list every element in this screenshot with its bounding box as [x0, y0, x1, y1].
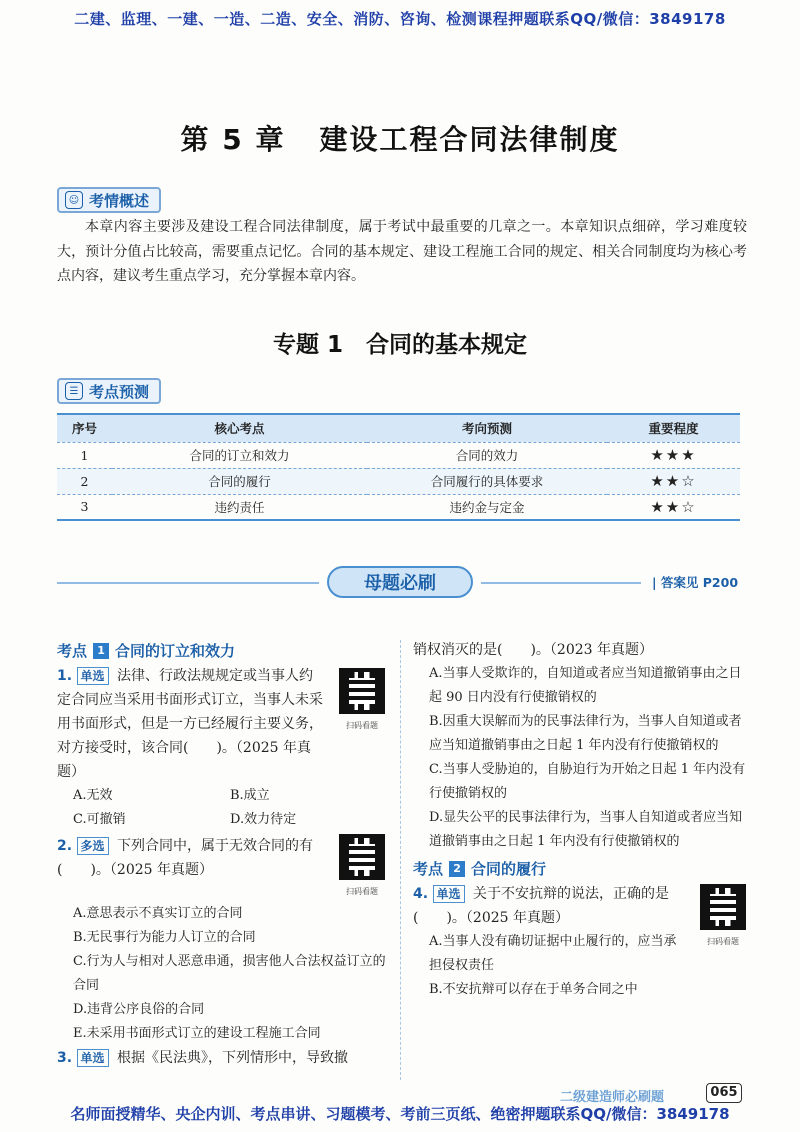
option[interactable]: B.无民事行为能力人订立的合同: [73, 930, 256, 945]
question-2: [57, 834, 387, 896]
section-divider-left: [57, 582, 319, 584]
person-icon: ☺: [65, 191, 83, 209]
option[interactable]: C.可撤销: [73, 812, 126, 827]
page-number: 065: [706, 1083, 742, 1103]
table-row: [57, 442, 740, 468]
cell-forecast: 违约金与定金: [367, 494, 607, 520]
kp-title: 合同的履行: [471, 860, 547, 878]
question-stem: 根据《民法典》，下列情形中，导致撤: [116, 1050, 348, 1066]
option[interactable]: B.成立: [230, 788, 270, 803]
question-4: [413, 882, 748, 946]
option[interactable]: A.无效: [73, 788, 113, 803]
chapter-name: 建设工程合同法律制度: [319, 123, 620, 156]
table-row: [57, 468, 740, 494]
qr-code[interactable]: [337, 668, 387, 738]
question-number: 4.: [413, 886, 429, 902]
knowledge-point-1: [57, 638, 387, 664]
cell-index: 3: [57, 494, 112, 520]
section-divider-right: [481, 582, 641, 584]
overview-tag: [57, 187, 161, 213]
left-column: [57, 638, 387, 1070]
kp-number: 2: [449, 861, 465, 877]
kp-label-prefix: 考点: [57, 642, 88, 660]
cell-importance: ★★☆: [607, 494, 740, 520]
qr-code[interactable]: [337, 834, 387, 904]
prediction-table: [57, 413, 740, 521]
prediction-tag-label: 考点预测: [89, 382, 150, 401]
option[interactable]: B.因重大误解而为的民事法律行为，当事人自知道或者应当知道撤销事由之日起 1 年内没有行使撤销权的: [429, 714, 742, 753]
q1-options: [57, 784, 387, 832]
option[interactable]: A.当事人没有确切证据中止履行的，应当承担侵权责任: [429, 934, 677, 973]
question-type-badge: 多选: [77, 837, 109, 855]
header-index: 序号: [57, 414, 112, 442]
list-icon: ☰: [65, 382, 83, 400]
top-banner: 二建、监理、一建、一造、二造、安全、消防、咨询、检测课程押题联系QQ/微信：3849178: [74, 10, 726, 28]
question-stem: 关于不安抗辩的说法，正确的是( )。（2025 年真题）: [413, 886, 669, 926]
qr-caption: 扫码看题: [346, 887, 378, 896]
question-type-badge: 单选: [77, 1049, 109, 1067]
option[interactable]: D.违背公序良俗的合同: [73, 1002, 205, 1017]
qr-code-icon: [339, 668, 385, 714]
table-header-row: [57, 414, 740, 442]
knowledge-point-2: [413, 856, 748, 882]
question-number: 1.: [57, 668, 73, 684]
chapter-title: [0, 118, 800, 158]
question-stem: 下列合同中，属于无效合同的有( )。（2025 年真题）: [57, 838, 313, 878]
cell-forecast: 合同的效力: [367, 442, 607, 468]
overview-tag-label: 考情概述: [89, 191, 150, 210]
bottom-banner: 名师面授精华、央企内训、考点串讲、习题模考、考前三页纸、绝密押题联系QQ/微信：3849178: [70, 1105, 730, 1123]
option[interactable]: E.未采用书面形式订立的建设工程施工合同: [73, 1026, 321, 1041]
cell-index: 1: [57, 442, 112, 468]
cell-core-point: 合同的履行: [112, 468, 367, 494]
header-forecast: 考向预测: [367, 414, 607, 442]
question-type-badge: 单选: [77, 667, 109, 685]
question-3-continued: 销权消灭的是( )。（2023 年真题）: [413, 642, 654, 658]
header-importance: 重要程度: [607, 414, 740, 442]
overview-text: 本章内容主要涉及建设工程合同法律制度，属于考试中最重要的几章之一。本章知识点细碎，学习难度较大，预计分值占比较高，需要重点记忆。合同的基本规定、建设工程施工合同的规定、相关合同制度均为核心考点内容，建议考生重点学习，充分掌握本章内容。: [57, 219, 747, 284]
qr-caption: 扫码看题: [346, 721, 378, 730]
cell-core-point: 合同的订立和效力: [112, 442, 367, 468]
qr-code-icon: [339, 834, 385, 880]
chapter-number: 第 5 章: [180, 123, 286, 156]
question-number: 2.: [57, 838, 73, 854]
cell-importance: ★★★: [607, 442, 740, 468]
question-1: [57, 664, 387, 784]
column-divider: [400, 640, 401, 1080]
prediction-tag: [57, 378, 161, 404]
question-stem: 法律、行政法规规定或当事人约定合同应当采用书面形式订立，当事人未采用书面形式，但是一方已经履行主要义务，对方接受时，该合同( )。（2025 年真题）: [57, 668, 323, 780]
option[interactable]: D.显失公平的民事法律行为，当事人自知道或者应当知道撤销事由之日起 1 年内没有行使撤销权的: [429, 810, 743, 849]
option[interactable]: A.当事人受欺诈的，自知道或者应当知道撤销事由之日起 90 日内没有行使撤销权的: [429, 666, 742, 705]
option[interactable]: A.意思表示不真实订立的合同: [73, 906, 243, 921]
kp-title: 合同的订立和效力: [115, 642, 236, 660]
qr-code[interactable]: [698, 884, 748, 954]
topic-title: 专题 1 合同的基本规定: [272, 332, 527, 358]
question-number: 3.: [57, 1050, 73, 1066]
cell-index: 2: [57, 468, 112, 494]
kp-label-prefix: 考点: [413, 860, 444, 878]
kp-number: 1: [93, 643, 109, 659]
option[interactable]: C.行为人与相对人恶意串通，损害他人合法权益订立的合同: [73, 954, 386, 993]
cell-importance: ★★☆: [607, 468, 740, 494]
question-type-badge: 单选: [433, 885, 465, 903]
table-row: [57, 494, 740, 520]
cell-forecast: 合同履行的具体要求: [367, 468, 607, 494]
header-core-point: 核心考点: [112, 414, 367, 442]
cell-core-point: 违约责任: [112, 494, 367, 520]
question-3: [57, 1046, 387, 1070]
section-title: 母题必刷: [327, 566, 473, 598]
option[interactable]: C.当事人受胁迫的，自胁迫行为开始之日起 1 年内没有行使撤销权的: [429, 762, 746, 801]
option[interactable]: B.不安抗辩可以存在于单务合同之中: [429, 982, 638, 997]
book-title: 二级建造师必刷题: [560, 1090, 665, 1105]
qr-caption: 扫码看题: [707, 937, 739, 946]
answer-reference: | 答案见 P200: [652, 575, 739, 590]
option[interactable]: D.效力待定: [230, 812, 297, 827]
right-column: [413, 638, 748, 1002]
qr-code-icon: [700, 884, 746, 930]
